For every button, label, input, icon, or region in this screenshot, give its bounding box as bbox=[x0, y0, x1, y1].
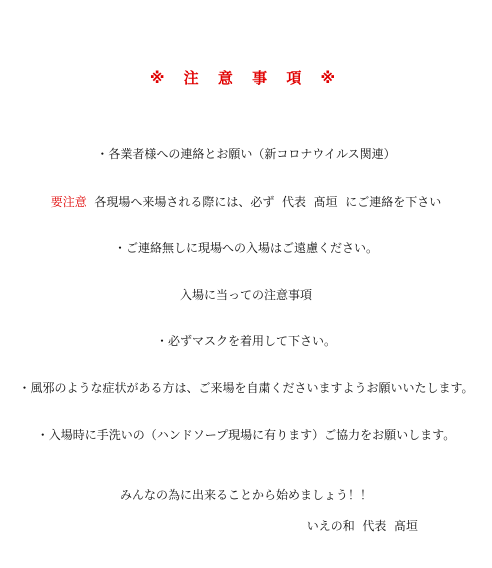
caution-label: 要注意 bbox=[50, 195, 87, 209]
notice-signature: いえの和 代表 髙垣 bbox=[306, 519, 418, 533]
notice-title: ※ 注 意 事 項 ※ bbox=[149, 69, 343, 87]
notice-line-symptoms: ・風邪のような症状がある方は、ご来場を自粛くださいますようお願いいたします。 bbox=[18, 381, 474, 395]
notice-section-heading: 入場に当っての注意事項 bbox=[179, 288, 312, 302]
notice-line-handwashing: ・入場時に手洗いの（ハンドソープ現場に有ります）ご協力をお願いします。 bbox=[36, 428, 456, 442]
notice-line-contact-request: ・各業者様への連絡とお願い（新コロナウイルス関連） bbox=[96, 147, 396, 161]
caution-text: 各現場へ来場される際には、必ず 代表 髙垣 にご連絡を下さい bbox=[86, 195, 442, 209]
notice-line-mask: ・必ずマスクを着用して下さい。 bbox=[155, 334, 336, 348]
notice-line-no-entry: ・ご連絡無しに現場への入場はご遠慮ください。 bbox=[113, 241, 378, 255]
notice-line-closing: みんなの為に出来ることから始めましょう！！ bbox=[119, 488, 372, 502]
notice-line-caution bbox=[0, 194, 492, 210]
